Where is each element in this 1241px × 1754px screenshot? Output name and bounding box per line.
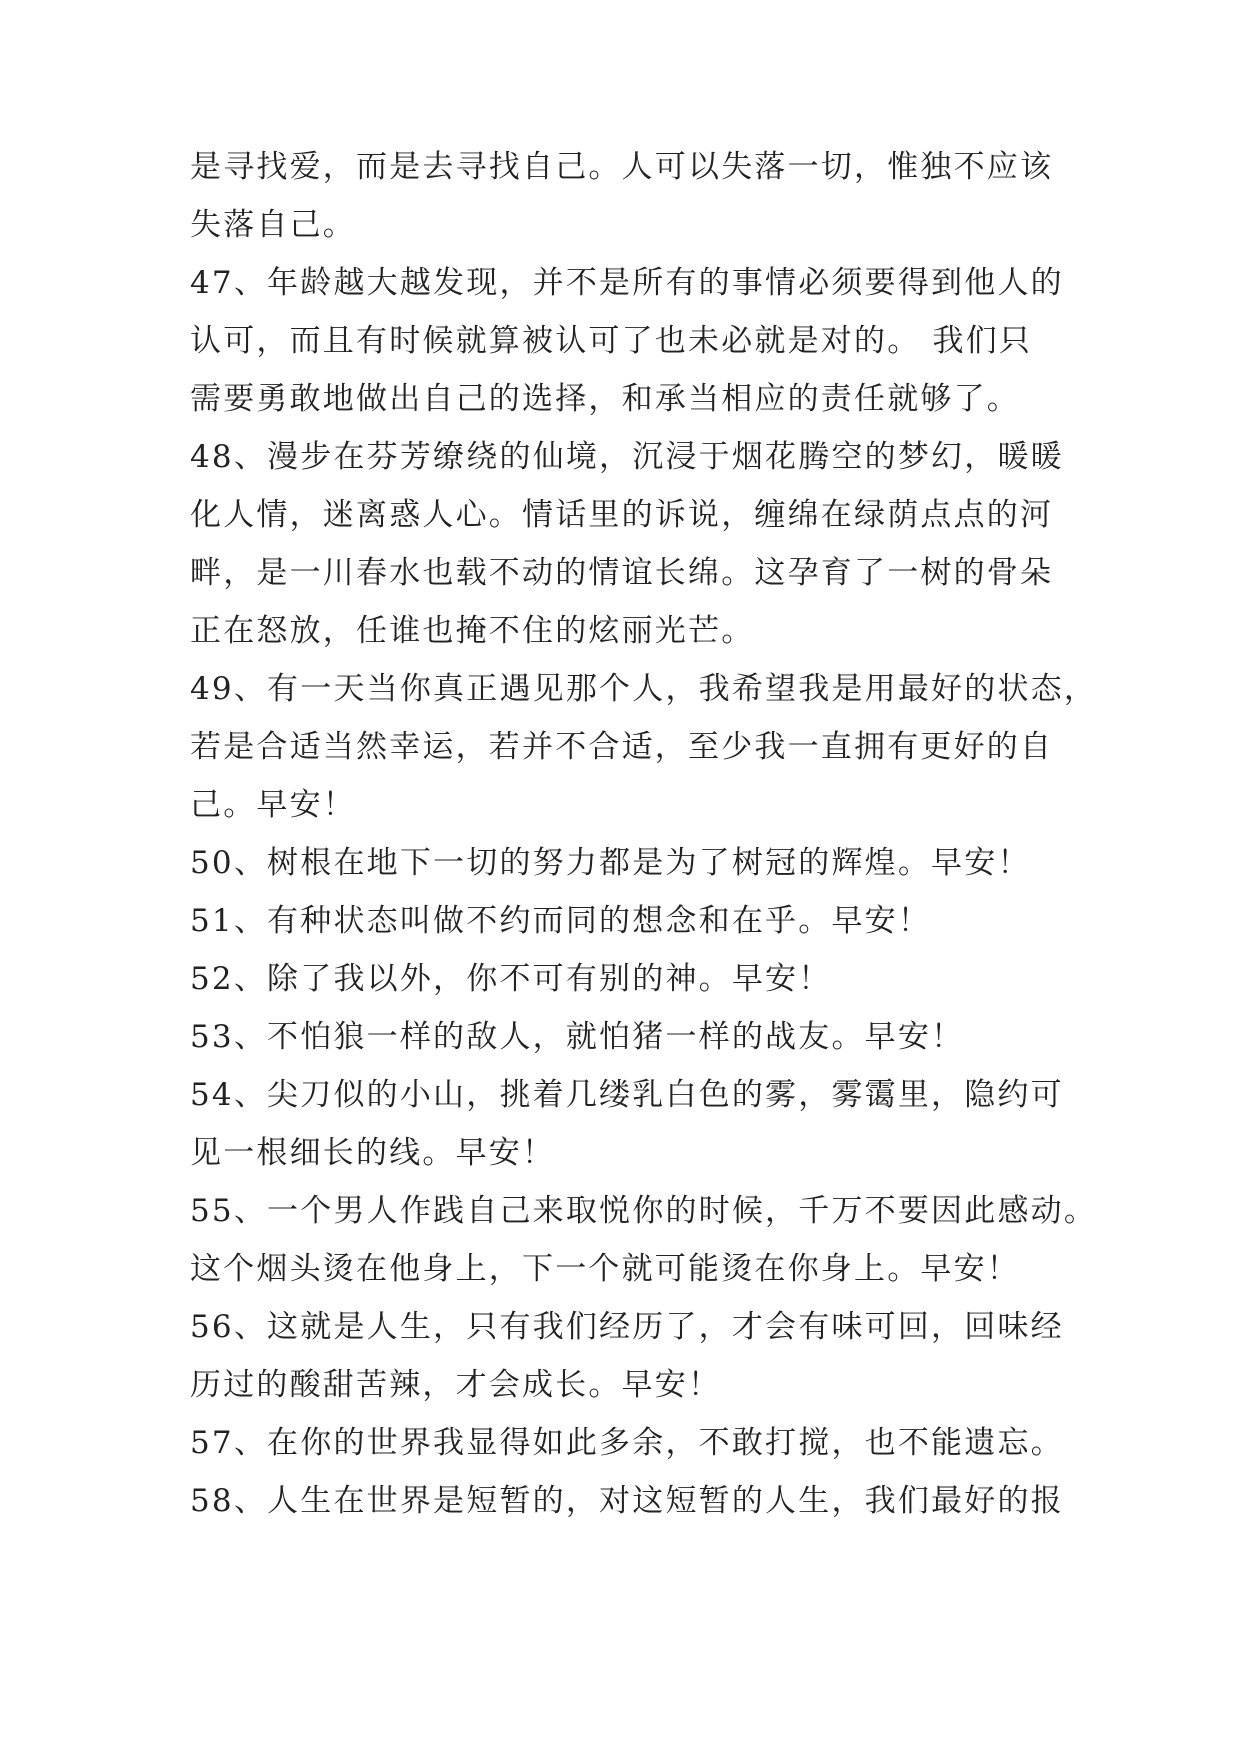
text-line: 正在怒放，任谁也掩不住的炫丽光芒。 [190, 613, 755, 649]
text-line: 47、年龄越大越发现，并不是所有的事情必须要得到他人的 [190, 265, 1064, 301]
text-line: 见一根细长的线。早安！ [190, 1135, 556, 1171]
text-line: 56、这就是人生，只有我们经历了，才会有味可回，回味经 [190, 1309, 1064, 1345]
text-line: 历过的酸甜苦辣，才会成长。早安！ [190, 1367, 722, 1403]
text-line: 51、有种状态叫做不约而同的想念和在乎。早安！ [190, 903, 932, 939]
text-line: 48、漫步在芬芳缭绕的仙境，沉浸于烟花腾空的梦幻，暖暖 [190, 439, 1064, 475]
text-line: 己。早安！ [190, 787, 356, 823]
text-line: 是寻找爱，而是去寻找自己。人可以失落一切，惟独不应该 [190, 149, 1054, 185]
text-line: 52、除了我以外，你不可有别的神。早安！ [190, 961, 832, 997]
text-line: 57、在你的世界我显得如此多余，不敢打搅，也不能遗忘。 [190, 1425, 1064, 1461]
text-line: 畔，是一川春水也载不动的情谊长绵。这孕育了一树的骨朵 [190, 555, 1054, 591]
text-line: 55、一个男人作践自己来取悦你的时候，千万不要因此感动。 [190, 1193, 1098, 1229]
text-line: 失落自己。 [190, 207, 356, 243]
text-line: 认可，而且有时候就算被认可了也未必就是对的。 我们只 [190, 323, 1033, 359]
text-line: 54、尖刀似的小山，挑着几缕乳白色的雾，雾霭里，隐约可 [190, 1077, 1064, 1113]
text-line: 这个烟头烫在他身上，下一个就可能烫在你身上。早安！ [190, 1251, 1020, 1287]
text-line: 49、有一天当你真正遇见那个人，我希望我是用最好的状态， [190, 671, 1098, 707]
text-line: 化人情，迷离惑人心。情话里的诉说，缠绵在绿荫点点的河 [190, 497, 1054, 533]
text-line: 需要勇敢地做出自己的选择，和承当相应的责任就够了。 [190, 381, 1020, 417]
text-line: 若是合适当然幸运，若并不合适，至少我一直拥有更好的自 [190, 729, 1054, 765]
text-line: 58、人生在世界是短暂的，对这短暂的人生，我们最好的报 [190, 1483, 1064, 1519]
text-line: 50、树根在地下一切的努力都是为了树冠的辉煌。早安！ [190, 845, 1031, 881]
text-line: 53、不怕狼一样的敌人，就怕猪一样的战友。早安！ [190, 1019, 965, 1055]
